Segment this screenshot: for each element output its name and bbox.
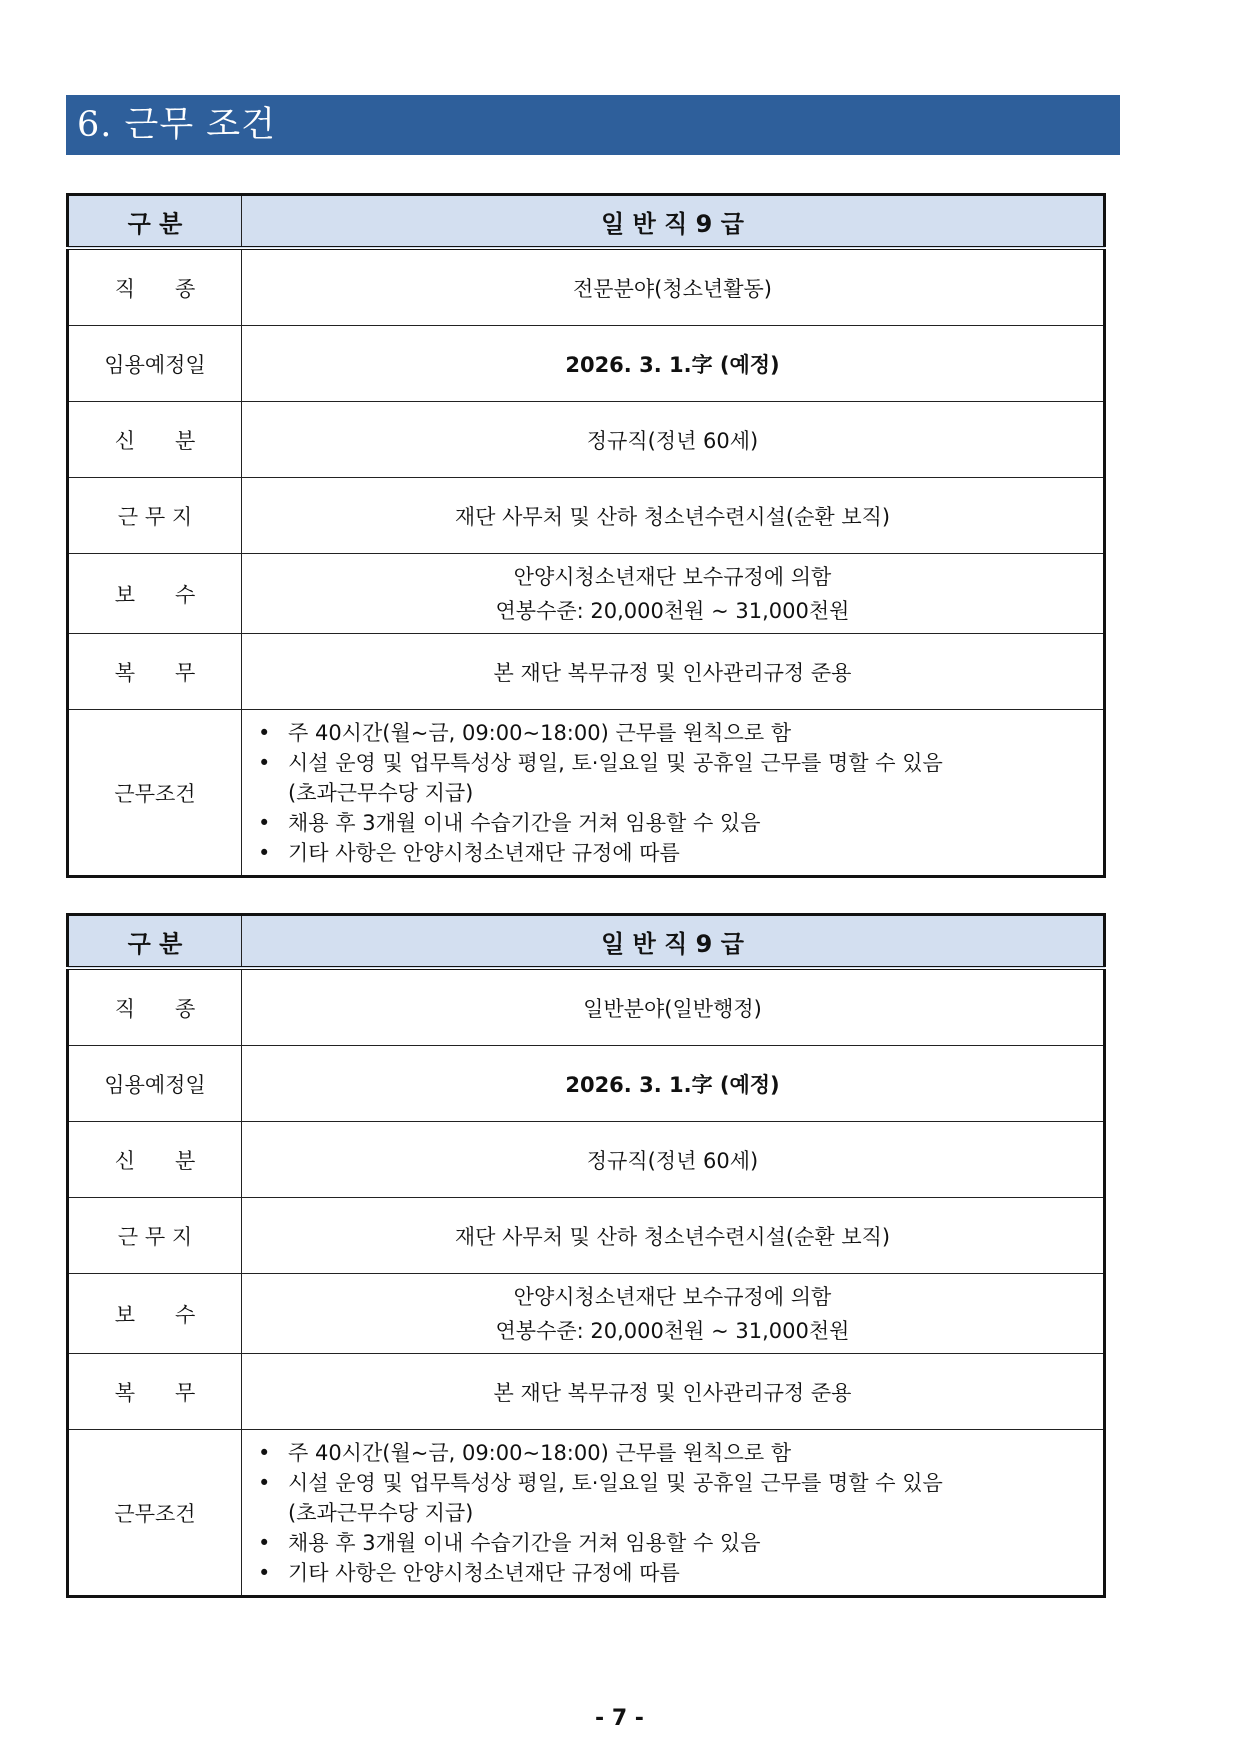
row-status bbox=[68, 402, 1105, 478]
section-title: 6. 근무 조건 bbox=[66, 95, 1120, 155]
header-value: 일 반 직 9 급 bbox=[242, 195, 1105, 249]
row-duty bbox=[68, 634, 1105, 710]
list-item-text: 주 40시간(월~금, 09:00~18:00) 근무를 원칙으로 함 bbox=[288, 720, 792, 745]
row-label: 임용예정일 bbox=[68, 1046, 242, 1122]
row-value: 전문분야(청소년활동) bbox=[242, 248, 1105, 326]
bullet-icon: • bbox=[258, 1530, 271, 1555]
row-value: 재단 사무처 및 산하 청소년수련시설(순환 보직) bbox=[242, 478, 1105, 554]
row-value: 정규직(정년 60세) bbox=[242, 1122, 1105, 1198]
row-job-type bbox=[68, 248, 1105, 326]
row-pay bbox=[68, 554, 1105, 634]
list-item-text: 시설 운영 및 업무특성상 평일, 토·일요일 및 공휴일 근무를 명할 수 있음 bbox=[288, 1470, 943, 1495]
row-value: 2026. 3. 1.字 (예정) bbox=[242, 1046, 1105, 1122]
row-label: 임용예정일 bbox=[68, 326, 242, 402]
row-conditions bbox=[68, 710, 1105, 877]
row-label: 근무조건 bbox=[68, 1430, 242, 1597]
pay-rule: 안양시청소년재단 보수규정에 의함 bbox=[513, 564, 832, 589]
list-item-text: 채용 후 3개월 이내 수습기간을 거쳐 임용할 수 있음 bbox=[288, 1530, 761, 1555]
row-label: 근 무 지 bbox=[68, 1198, 242, 1274]
list-item bbox=[258, 748, 1103, 808]
row-label: 복 무 bbox=[68, 634, 242, 710]
row-pay bbox=[68, 1274, 1105, 1354]
bullet-icon: • bbox=[258, 720, 271, 745]
list-item bbox=[258, 808, 1103, 838]
row-label: 복 무 bbox=[68, 1354, 242, 1430]
row-start-date bbox=[68, 1046, 1105, 1122]
list-item-subtext: (초과근무수당 지급) bbox=[288, 780, 474, 805]
page-number: - 7 - bbox=[595, 1706, 644, 1731]
row-workplace bbox=[68, 478, 1105, 554]
work-conditions-table-1 bbox=[66, 193, 1106, 878]
list-item-text: 시설 운영 및 업무특성상 평일, 토·일요일 및 공휴일 근무를 명할 수 있음 bbox=[288, 750, 943, 775]
row-value: 2026. 3. 1.字 (예정) bbox=[242, 326, 1105, 402]
row-label: 신 분 bbox=[68, 402, 242, 478]
list-item-subtext: (초과근무수당 지급) bbox=[288, 1500, 474, 1525]
row-label: 보 수 bbox=[68, 1274, 242, 1354]
list-item bbox=[258, 1438, 1103, 1468]
row-value: 본 재단 복무규정 및 인사관리규정 준용 bbox=[242, 634, 1105, 710]
header-label: 구 분 bbox=[68, 915, 242, 969]
row-value bbox=[242, 1274, 1105, 1354]
row-workplace bbox=[68, 1198, 1105, 1274]
table-header-row bbox=[68, 195, 1105, 249]
pay-range: 연봉수준: 20,000천원 ~ 31,000천원 bbox=[495, 1318, 850, 1343]
list-item-text: 채용 후 3개월 이내 수습기간을 거쳐 임용할 수 있음 bbox=[288, 810, 761, 835]
row-job-type bbox=[68, 968, 1105, 1046]
bullet-icon: • bbox=[258, 750, 271, 775]
list-item bbox=[258, 838, 1103, 868]
conditions-list-cell bbox=[242, 710, 1105, 877]
pay-rule: 안양시청소년재단 보수규정에 의함 bbox=[513, 1284, 832, 1309]
bullet-icon: • bbox=[258, 1560, 271, 1585]
conditions-list bbox=[258, 718, 1103, 868]
row-value: 일반분야(일반행정) bbox=[242, 968, 1105, 1046]
header-value: 일 반 직 9 급 bbox=[242, 915, 1105, 969]
header-label: 구 분 bbox=[68, 195, 242, 249]
row-conditions bbox=[68, 1430, 1105, 1597]
conditions-list bbox=[258, 1438, 1103, 1588]
pay-range: 연봉수준: 20,000천원 ~ 31,000천원 bbox=[495, 598, 850, 623]
row-label: 직 종 bbox=[68, 248, 242, 326]
row-value: 재단 사무처 및 산하 청소년수련시설(순환 보직) bbox=[242, 1198, 1105, 1274]
row-label: 근 무 지 bbox=[68, 478, 242, 554]
row-value bbox=[242, 554, 1105, 634]
list-item-text: 기타 사항은 안양시청소년재단 규정에 따름 bbox=[288, 1560, 680, 1585]
list-item bbox=[258, 1468, 1103, 1528]
list-item bbox=[258, 1528, 1103, 1558]
bullet-icon: • bbox=[258, 810, 271, 835]
list-item-text: 주 40시간(월~금, 09:00~18:00) 근무를 원칙으로 함 bbox=[288, 1440, 792, 1465]
list-item bbox=[258, 1558, 1103, 1588]
row-label: 직 종 bbox=[68, 968, 242, 1046]
row-value: 본 재단 복무규정 및 인사관리규정 준용 bbox=[242, 1354, 1105, 1430]
row-start-date bbox=[68, 326, 1105, 402]
bullet-icon: • bbox=[258, 1470, 271, 1495]
row-label: 근무조건 bbox=[68, 710, 242, 877]
table-header-row bbox=[68, 915, 1105, 969]
list-item bbox=[258, 718, 1103, 748]
row-value: 정규직(정년 60세) bbox=[242, 402, 1105, 478]
work-conditions-table-2 bbox=[66, 913, 1106, 1598]
row-label: 신 분 bbox=[68, 1122, 242, 1198]
row-duty bbox=[68, 1354, 1105, 1430]
row-label: 보 수 bbox=[68, 554, 242, 634]
row-status bbox=[68, 1122, 1105, 1198]
bullet-icon: • bbox=[258, 1440, 271, 1465]
bullet-icon: • bbox=[258, 840, 271, 865]
conditions-list-cell bbox=[242, 1430, 1105, 1597]
list-item-text: 기타 사항은 안양시청소년재단 규정에 따름 bbox=[288, 840, 680, 865]
